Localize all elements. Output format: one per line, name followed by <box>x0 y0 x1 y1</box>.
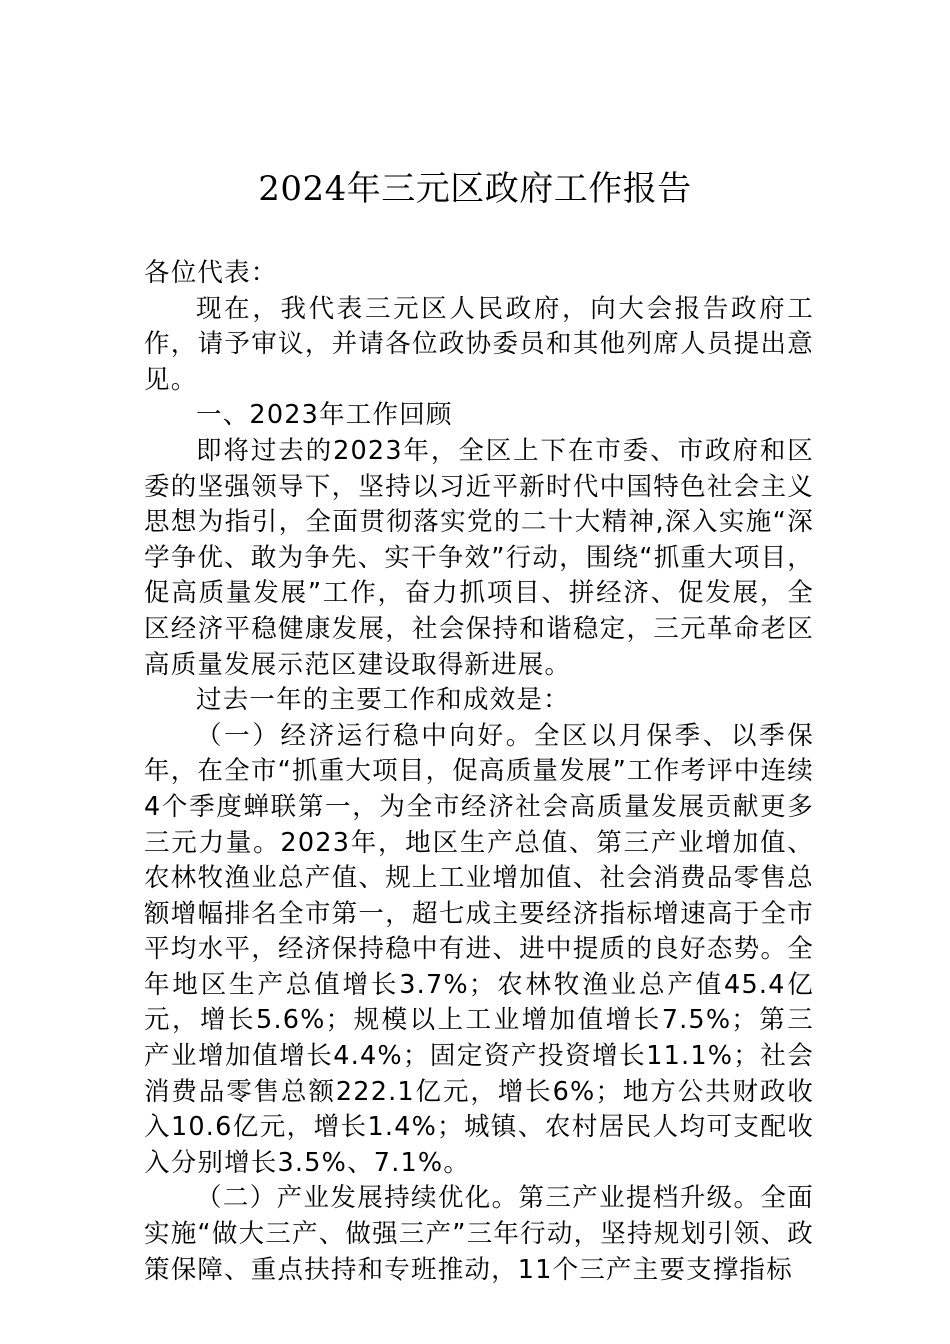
section-heading: 一、2023年工作回顾 <box>196 400 453 431</box>
document-title: 2024年三元区政府工作报告 <box>258 169 692 209</box>
salutation: 各位代表： <box>144 258 278 288</box>
paragraph: 现在，我代表三元区人民政府，向大会报告政府工作，请予审议，并请各位政协委员和其他列席人员提出意见。 <box>144 293 814 395</box>
paragraph: （一）经济运行稳中向好。全区以月保季、以季保年，在全市“抓重大项目，促高质量发展”工作考评中连续4个季度蝉联第一，为全市经济社会高质量发展贡献更多三元力量。2023年，地区生产总值、第三产业增加值、农林牧渔业总产值、规上工业增加值、社会消费品零售总额增幅排名全市第一，超七成主要经济指标增速高于全市平均水平，经济保持稳中有进、进中提质的良好态势。全年地区生产总值增长3.7%；农林牧渔业总产值45.4亿元，增长5.6%；规模以上工业增加值增长7.5%；第三产业增加值增长4.4%；固定资产投资增长11.1%；社会消费品零售总额222.1亿元，增长6%；地方公共财政收入10.6亿元，增长1.4%；城镇、农村居民人均可支配收入分别增长3.5%、7.1%。 <box>144 720 814 1178</box>
document-body <box>144 256 814 1288</box>
paragraph: 过去一年的主要工作和成效是： <box>196 685 570 716</box>
paragraph: 即将过去的2023年，全区上下在市委、市政府和区委的坚强领导下，坚持以习近平新时代中国特色社会主义思想为指引，全面贯彻落实党的二十大精神,深入实施“深学争优、敢为争先、实干争效”行动，围绕“抓重大项目，促高质量发展”工作，奋力抓项目、拼经济、促发展，全区经济平稳健康发展，社会保持和谐稳定，三元革命老区高质量发展示范区建设取得新进展。 <box>144 435 814 680</box>
paragraph: （二）产业发展持续优化。第三产业提档升级。全面实施“做大三产、做强三产”三年行动，坚持规划引领、政策保障、重点扶持和专班推动，11个三产主要支撑指标 <box>144 1183 814 1285</box>
